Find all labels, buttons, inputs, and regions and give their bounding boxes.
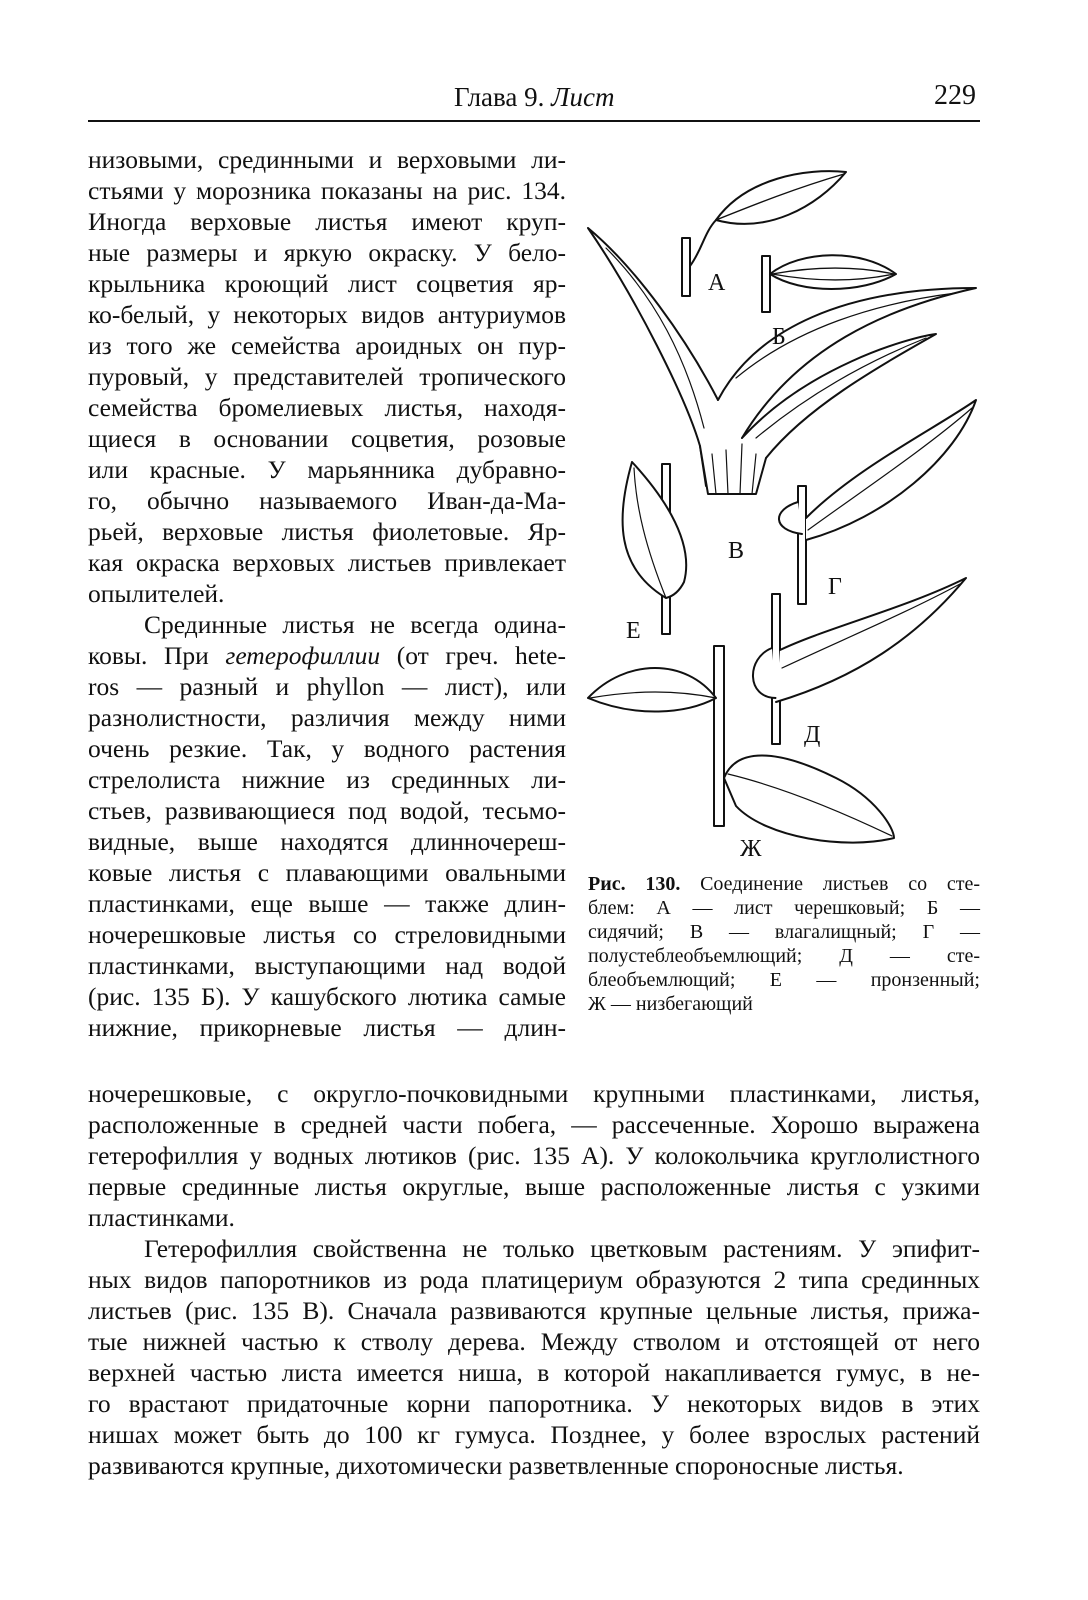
paragraph-heterophylly-continued [88,1078,980,1233]
text-line: рьей, верховые листья фиолетовые. Яр- [88,517,566,546]
text-line: ночерешковые, с округло-почковидными крупными пластинками, листья, [88,1079,980,1108]
left-text-column [88,144,566,1043]
figure-label-e: Е [626,618,641,644]
text-line: нишах может быть до 100 кг гумуса. Позднее, у более взрослых растений [88,1420,980,1449]
text-fragment: ковы. При [88,641,226,670]
figure-caption [588,872,980,1016]
leaf-amplexicaul-d [753,578,966,744]
text-line: стрелолиста нижние из срединных ли- [88,765,566,794]
text-line: верхней частью листа имеется ниша, в которой накапливается гумус, в не- [88,1358,980,1387]
text-line: ros — разный и phyllon — лист), или [88,672,566,701]
text-line: первые срединные листья округлые, выше расположенные листья с узкими [88,1172,980,1201]
running-title [454,82,614,113]
paragraph-upper-leaves [88,144,566,609]
text-line: щиеся в основании соцветия, розовые [88,424,566,453]
figure-label-b: Б [772,324,786,350]
text-line: ковые листья с плавающими овальными [88,858,566,887]
text-line: Гетерофиллия свойственна не только цветковым растениям. У эпифит- [144,1234,980,1263]
caption-figure-number: Рис. 130. [588,873,681,895]
text-line: го врастают придаточные корни папоротника. У некоторых видов в этих [88,1389,980,1418]
caption-line: сидячий; В — влагалищный; Г — [588,921,980,943]
text-line: или красные. У марьянника дубравно- [88,455,566,484]
text-line: тые нижней частью к стволу дерева. Между стволом и отстоящей от него [88,1327,980,1356]
figure-label-zh: Ж [740,836,762,862]
text-line: гетерофиллия у водных лютиков (рис. 135 А). У колокольчика круглолистного [88,1141,980,1170]
text-line: пуровый, у представителей тропического [88,362,566,391]
text-line: крыльника кроющий лист соцветия яр- [88,269,566,298]
text-line: ночерешковые листья со стреловидными [88,920,566,949]
text-line: пластинками. [88,1203,235,1232]
text-line: нижние, прикорневые листья — длин- [88,1013,566,1042]
text-line: кая окраска верховых листьев привлекает [88,548,566,577]
text-fragment: (от греч. hete- [380,641,566,670]
text-line: семейства бромелиевых листья, находя- [88,393,566,422]
text-line: ко-белый, у некоторых видов антуриумов [88,300,566,329]
leaf-semiamplexicaul-g [779,400,976,604]
text-line: развиваются крупные, дихотомически разветвленные спороносные листья. [88,1451,904,1480]
figure-label-v: В [728,538,745,564]
text-line: очень резкие. Так, у водного растения [88,734,566,763]
caption-line: полустеблеобъемлющий; Д — сте- [588,945,980,967]
leaf-decurrent-zh [588,646,894,843]
text-line: стьев, развивающиеся под водой, тесьмо- [88,796,566,825]
text-line [88,640,566,671]
text-line: расположенные в средней части побега, — рассеченные. Хорошо выражена [88,1110,980,1139]
text-line: пластинками, еще выше — также длин- [88,889,566,918]
running-header [88,74,980,122]
text-line: (рис. 135 Б). У кашубского лютика самые [88,982,566,1011]
term-heterophylly: гетерофиллии [225,641,381,670]
page-number: 229 [934,80,976,111]
figure-label-a: А [708,270,726,296]
chapter-title: Лист [551,82,615,112]
header-rule [88,120,980,122]
text-line: пластинками, выступающими над водой [88,951,566,980]
text-line: Срединные листья не всегда одина- [144,610,566,639]
text-line: Иногда верховые листья имеют круп- [88,207,566,236]
full-width-text [88,1078,980,1481]
figure-label-g: Г [828,574,842,600]
text-line: ные размеры и яркую окраску. У бело- [88,238,566,267]
text-line: листьев (рис. 135 В). Сначала развиваются крупные цельные листья, прижа- [88,1296,980,1325]
paragraph-ferns [88,1233,980,1481]
caption-line: Ж — низбегающий [588,993,753,1015]
text-line: стьями у морозника показаны на рис. 134. [88,176,566,205]
caption-line [588,872,980,896]
figure-label-d: Д [804,722,821,748]
leaf-attachment-illustration [576,138,988,868]
text-line: го, обычно называемого Иван-да-Ма- [88,486,566,515]
caption-line: блем: А — лист черешковый; Б — [588,897,980,919]
text-line: опылителей. [88,579,225,608]
text-line: разнолистности, различия между ними [88,703,566,732]
figure-leaf-attachment [576,138,988,868]
caption-line: блеобъемлющий; Е — пронзенный; [588,969,980,991]
paragraph-heterophylly [88,609,566,1043]
leaf-perfoliate-e [623,462,687,634]
text-line: ных видов папоротников из рода платицериум образуются 2 типа срединных [88,1265,980,1294]
text-line: видные, выше находятся длинночереш- [88,827,566,856]
text-line: из того же семейства ароидных он пур- [88,331,566,360]
text-line: низовыми, срединными и верховыми ли- [88,145,566,174]
caption-text: Соединение листьев со сте- [680,873,980,895]
chapter-number: Глава 9. [454,82,545,112]
